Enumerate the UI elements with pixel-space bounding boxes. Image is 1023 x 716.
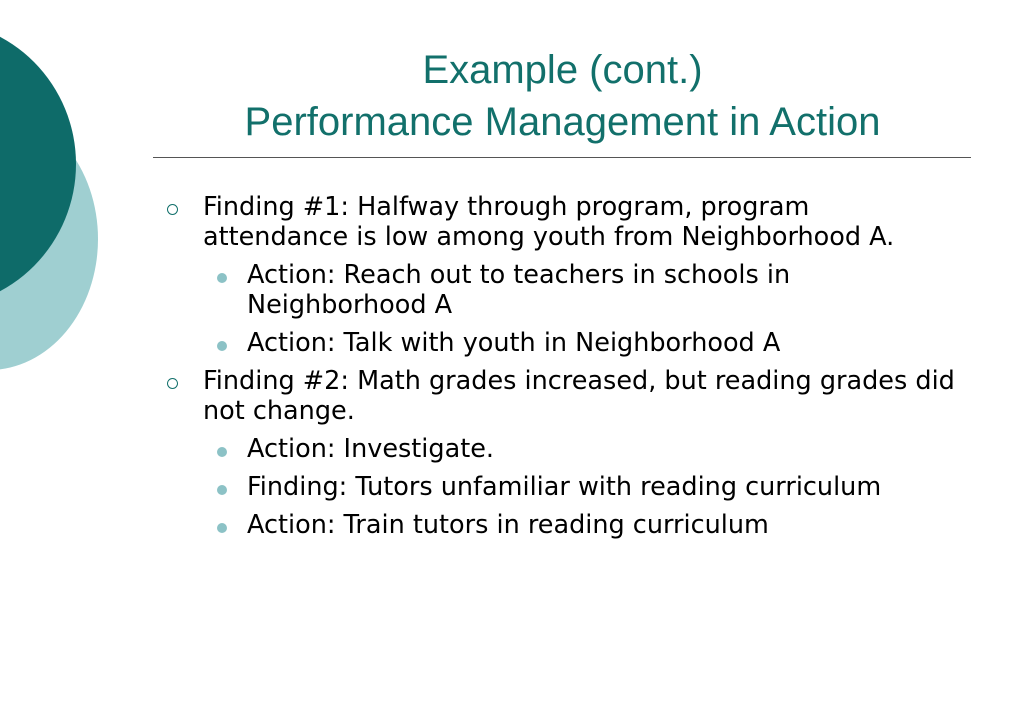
finding-2-text: Finding #2: Math grades increased, but reading grades did not change. (203, 366, 955, 426)
dot-bullet-icon (217, 447, 227, 457)
finding-1-action-1 (160, 260, 960, 320)
finding-1-action-2 (160, 328, 960, 358)
finding-2-action-1-text: Action: Investigate. (247, 434, 494, 464)
title-divider (153, 157, 971, 158)
slide-title (150, 44, 975, 148)
hollow-circle-bullet-icon (167, 204, 178, 215)
dot-bullet-icon (217, 523, 227, 533)
title-line-1: Example (cont.) (422, 48, 703, 92)
finding-2-subfinding-text: Finding: Tutors unfamiliar with reading curriculum (247, 472, 882, 502)
finding-2-action-2 (160, 510, 960, 540)
hollow-circle-bullet-icon (167, 378, 178, 389)
finding-1-action-1-text: Action: Reach out to teachers in schools in Neighborhood A (247, 260, 791, 320)
finding-2-action-2-text: Action: Train tutors in reading curriculum (247, 510, 769, 540)
finding-1 (160, 192, 960, 252)
finding-2-subfinding (160, 472, 960, 502)
title-line-2: Performance Management in Action (244, 100, 881, 144)
dot-bullet-icon (217, 273, 227, 283)
finding-1-action-2-text: Action: Talk with youth in Neighborhood A (247, 328, 781, 358)
finding-2-action-1 (160, 434, 960, 464)
dot-bullet-icon (217, 485, 227, 495)
dot-bullet-icon (217, 341, 227, 351)
bullet-list (160, 192, 960, 548)
finding-2 (160, 366, 960, 426)
finding-1-text: Finding #1: Halfway through program, program attendance is low among youth from Neighborhood A. (203, 192, 895, 252)
